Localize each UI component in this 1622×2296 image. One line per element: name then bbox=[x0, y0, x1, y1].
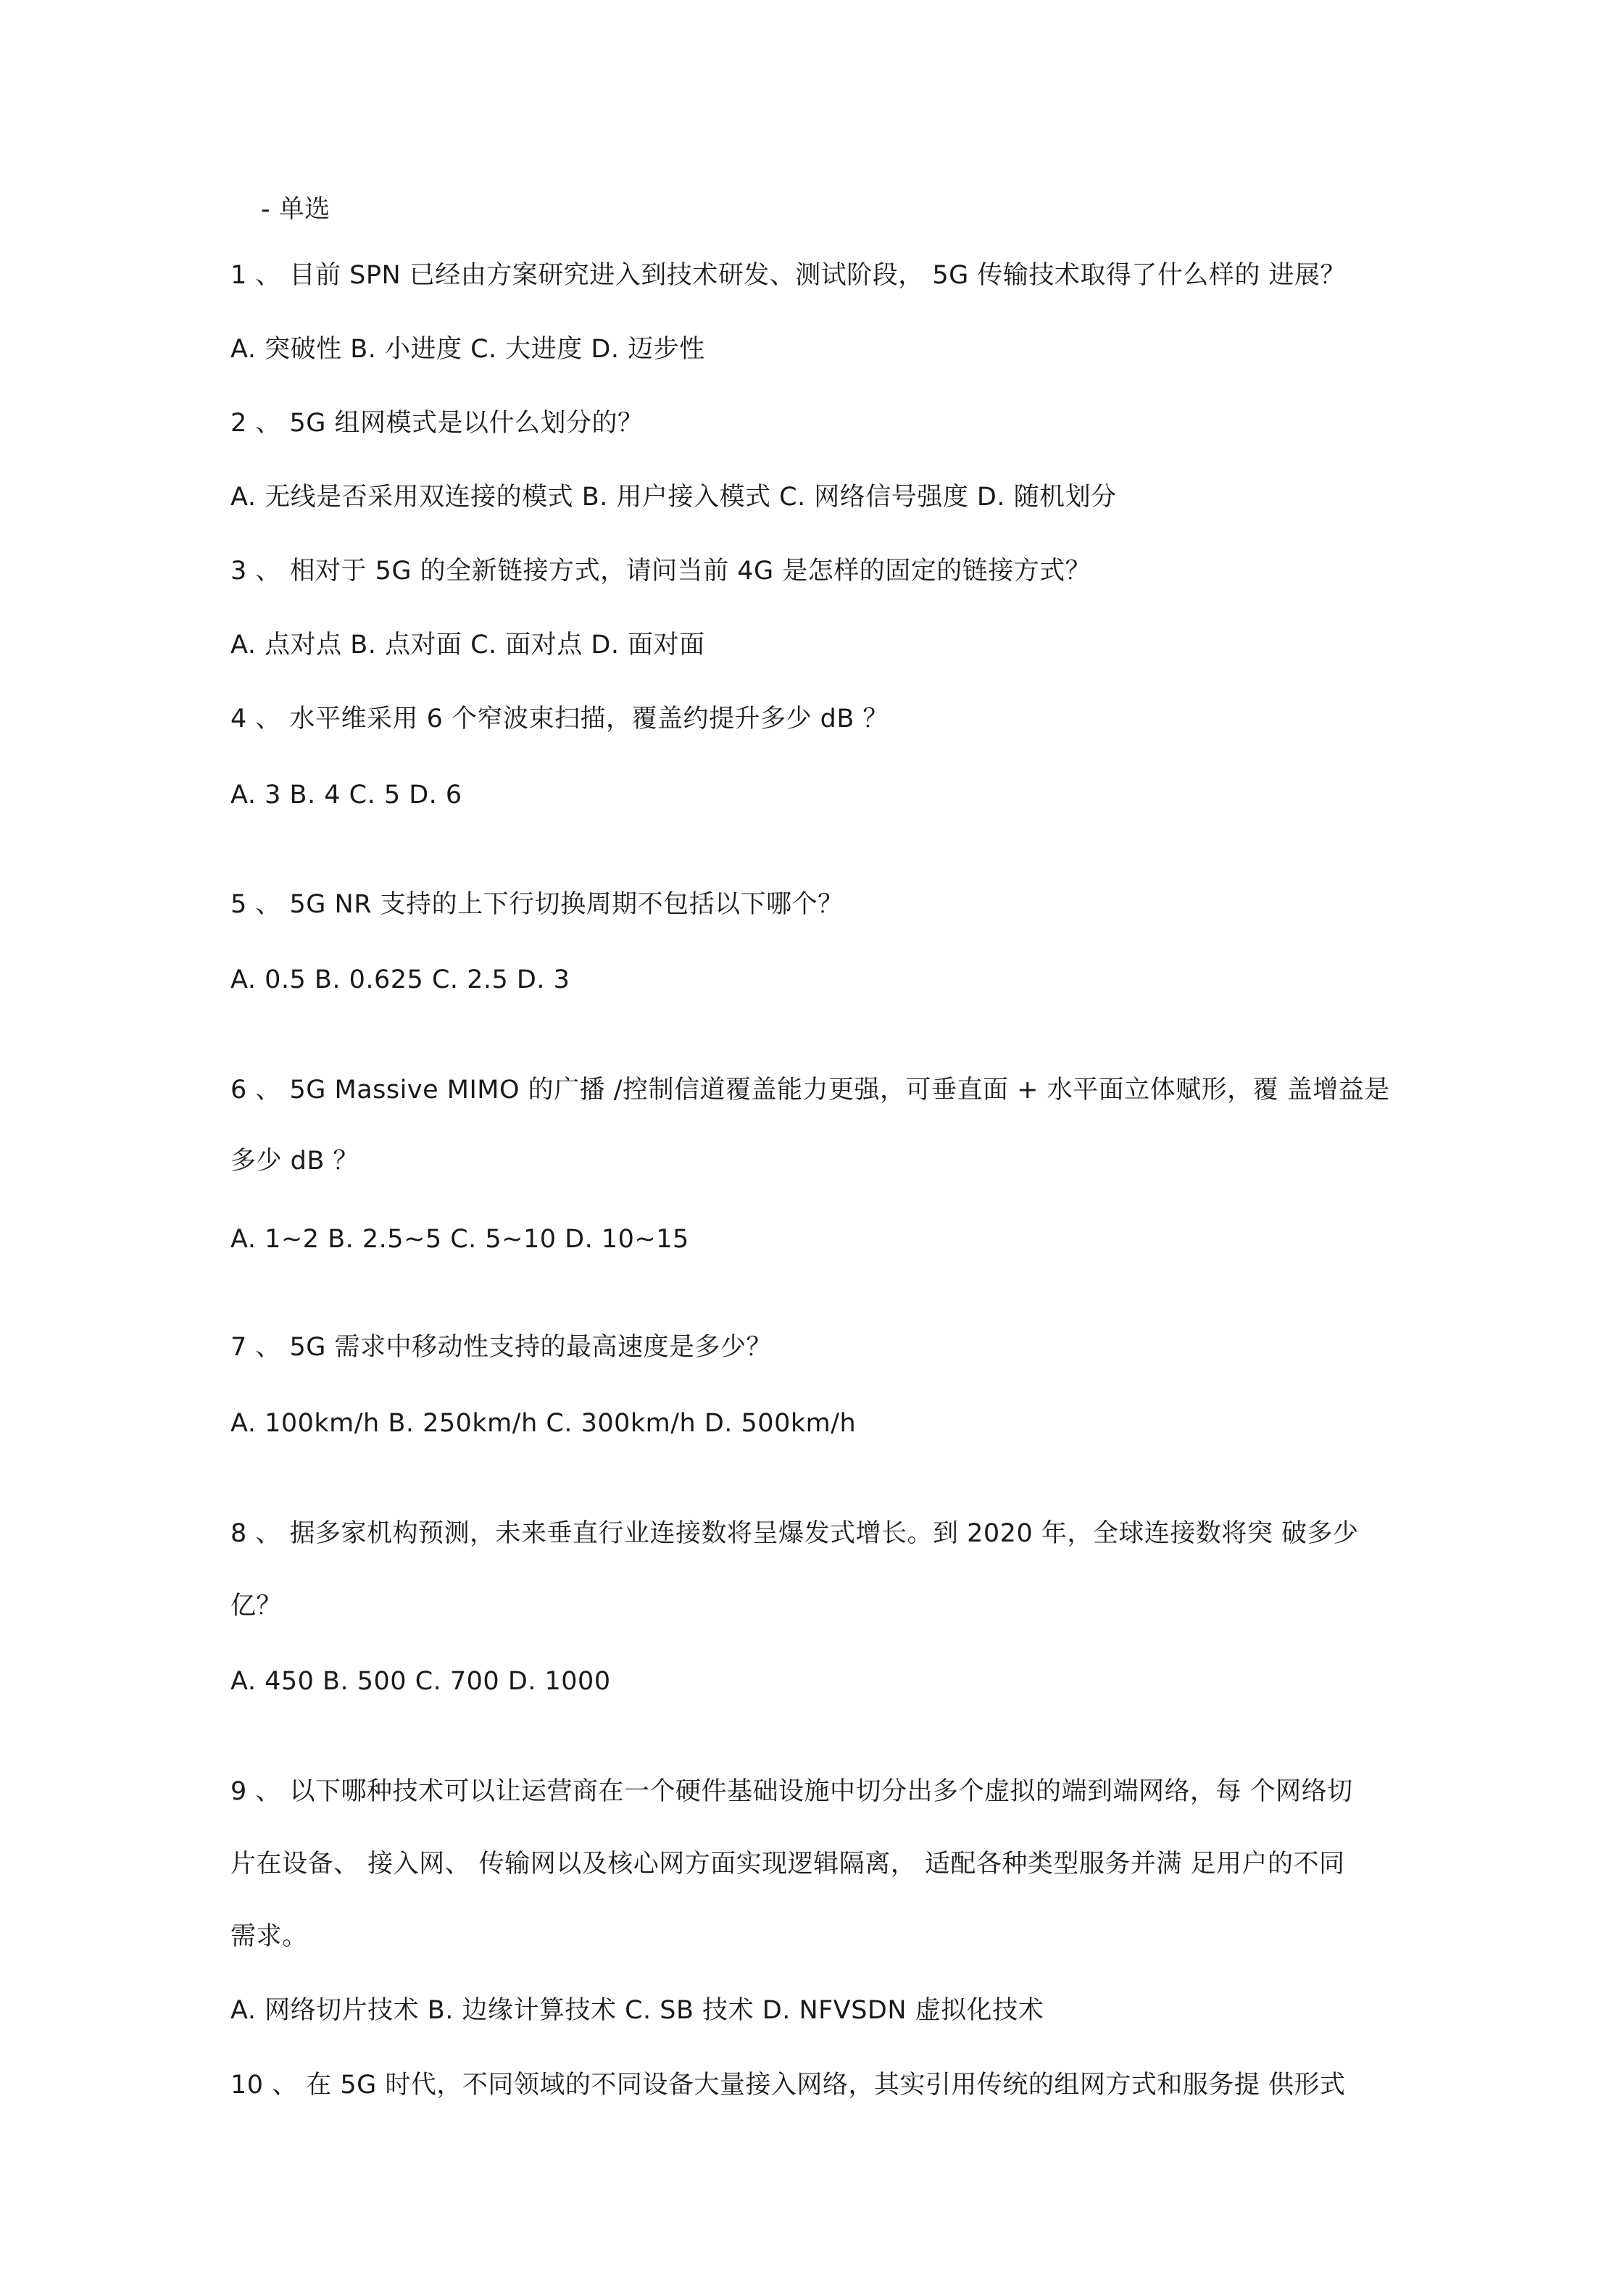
question-1: 1 、 目前 SPN 已经由方案研究进入到技术研发、测试阶段， 5G 传输技术取得了什么样的 进展？ bbox=[230, 261, 1347, 290]
section-title: - 单选 bbox=[261, 195, 330, 224]
question-9-continued-2: 需求。 bbox=[230, 1922, 308, 1951]
options-8: A. 450 B. 500 C. 700 D. 1000 bbox=[230, 1667, 611, 1696]
question-10: 10 、 在 5G 时代，不同领域的不同设备大量接入网络，其实引用传统的组网方式和服务提 供形式 bbox=[230, 2071, 1346, 2100]
question-9-continued-1: 片在设备、 接入网、 传输网以及核心网方面实现逻辑隔离， 适配各种类型服务并满 足用户的不同 bbox=[230, 1850, 1345, 1879]
question-8: 8 、 据多家机构预测，未来垂直行业连接数将呈爆发式增长。到 2020 年，全球连接数将突 破多少 bbox=[230, 1519, 1359, 1548]
options-6: A. 1~2 B. 2.5~5 C. 5~10 D. 10~15 bbox=[230, 1225, 689, 1254]
options-3: A. 点对点 B. 点对面 C. 面对点 D. 面对面 bbox=[230, 631, 705, 660]
question-6: 6 、 5G Massive MIMO 的广播 /控制信道覆盖能力更强，可垂直面 + 水平面立体赋形，覆 盖增益是 bbox=[230, 1076, 1390, 1105]
options-1: A. 突破性 B. 小进度 C. 大进度 D. 迈步性 bbox=[230, 335, 705, 364]
question-4: 4 、 水平维采用 6 个窄波束扫描，覆盖约提升多少 dB ？ bbox=[230, 704, 889, 733]
options-9: A. 网络切片技术 B. 边缘计算技术 C. SB 技术 D. NFVSDN 虚拟化技术 bbox=[230, 1996, 1044, 2025]
question-7: 7 、 5G 需求中移动性支持的最高速度是多少？ bbox=[230, 1333, 773, 1362]
question-3: 3 、 相对于 5G 的全新链接方式，请问当前 4G 是怎样的固定的链接方式？ bbox=[230, 557, 1091, 586]
question-5: 5 、 5G NR 支持的上下行切换周期不包括以下哪个？ bbox=[230, 890, 844, 919]
options-7: A. 100km/h B. 250km/h C. 300km/h D. 500km/h bbox=[230, 1409, 857, 1438]
options-2: A. 无线是否采用双连接的模式 B. 用户接入模式 C. 网络信号强度 D. 随机划分 bbox=[230, 483, 1117, 512]
options-5: A. 0.5 B. 0.625 C. 2.5 D. 3 bbox=[230, 965, 570, 994]
question-9: 9 、 以下哪种技术可以让运营商在一个硬件基础设施中切分出多个虚拟的端到端网络，每 个网络切 bbox=[230, 1777, 1353, 1806]
question-2: 2 、 5G 组网模式是以什么划分的？ bbox=[230, 409, 644, 438]
question-6-continued: 多少 dB ？ bbox=[230, 1147, 359, 1176]
options-4: A. 3 B. 4 C. 5 D. 6 bbox=[230, 781, 462, 810]
question-8-continued: 亿？ bbox=[230, 1592, 283, 1621]
